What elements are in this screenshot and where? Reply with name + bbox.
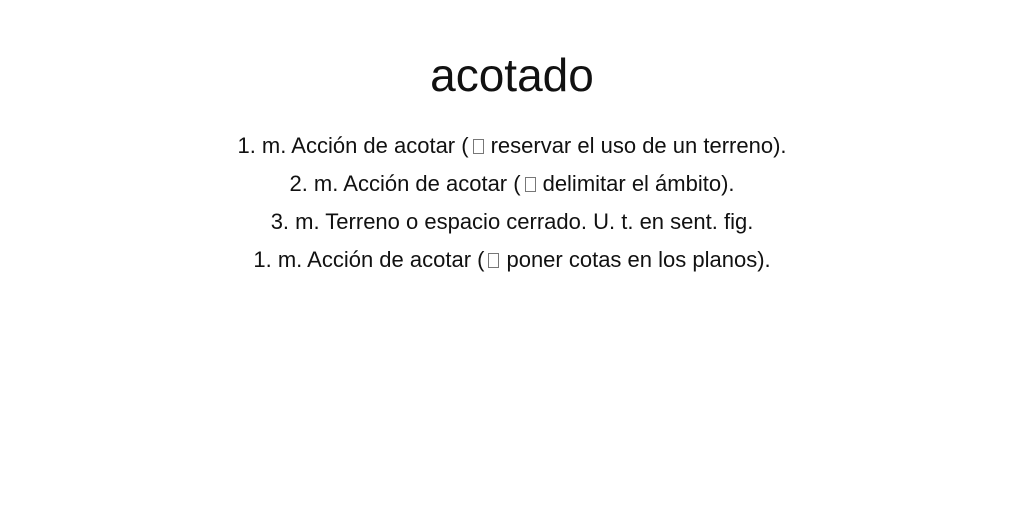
definition-item xyxy=(0,165,1024,203)
definition-item xyxy=(0,127,1024,165)
definition-item xyxy=(0,241,1024,279)
box-arrow-icon xyxy=(473,139,484,154)
definition-text: 1. m. Acción de acotar ( xyxy=(237,133,469,158)
definition-text-rest: poner cotas en los planos). xyxy=(506,247,771,272)
headword: acotado xyxy=(430,49,594,101)
definition-text: 3. m. Terreno o espacio cerrado. U. t. en sent. fig. xyxy=(270,209,754,234)
definition-list xyxy=(0,127,1024,279)
definition-item xyxy=(0,203,1024,241)
definition-text: 2. m. Acción de acotar ( xyxy=(289,171,521,196)
box-arrow-icon xyxy=(488,253,499,268)
definition-text: 1. m. Acción de acotar ( xyxy=(253,247,485,272)
definition-text-rest: reservar el uso de un terreno). xyxy=(490,133,787,158)
box-arrow-icon xyxy=(525,177,536,192)
definition-text-rest: delimitar el ámbito). xyxy=(542,171,735,196)
